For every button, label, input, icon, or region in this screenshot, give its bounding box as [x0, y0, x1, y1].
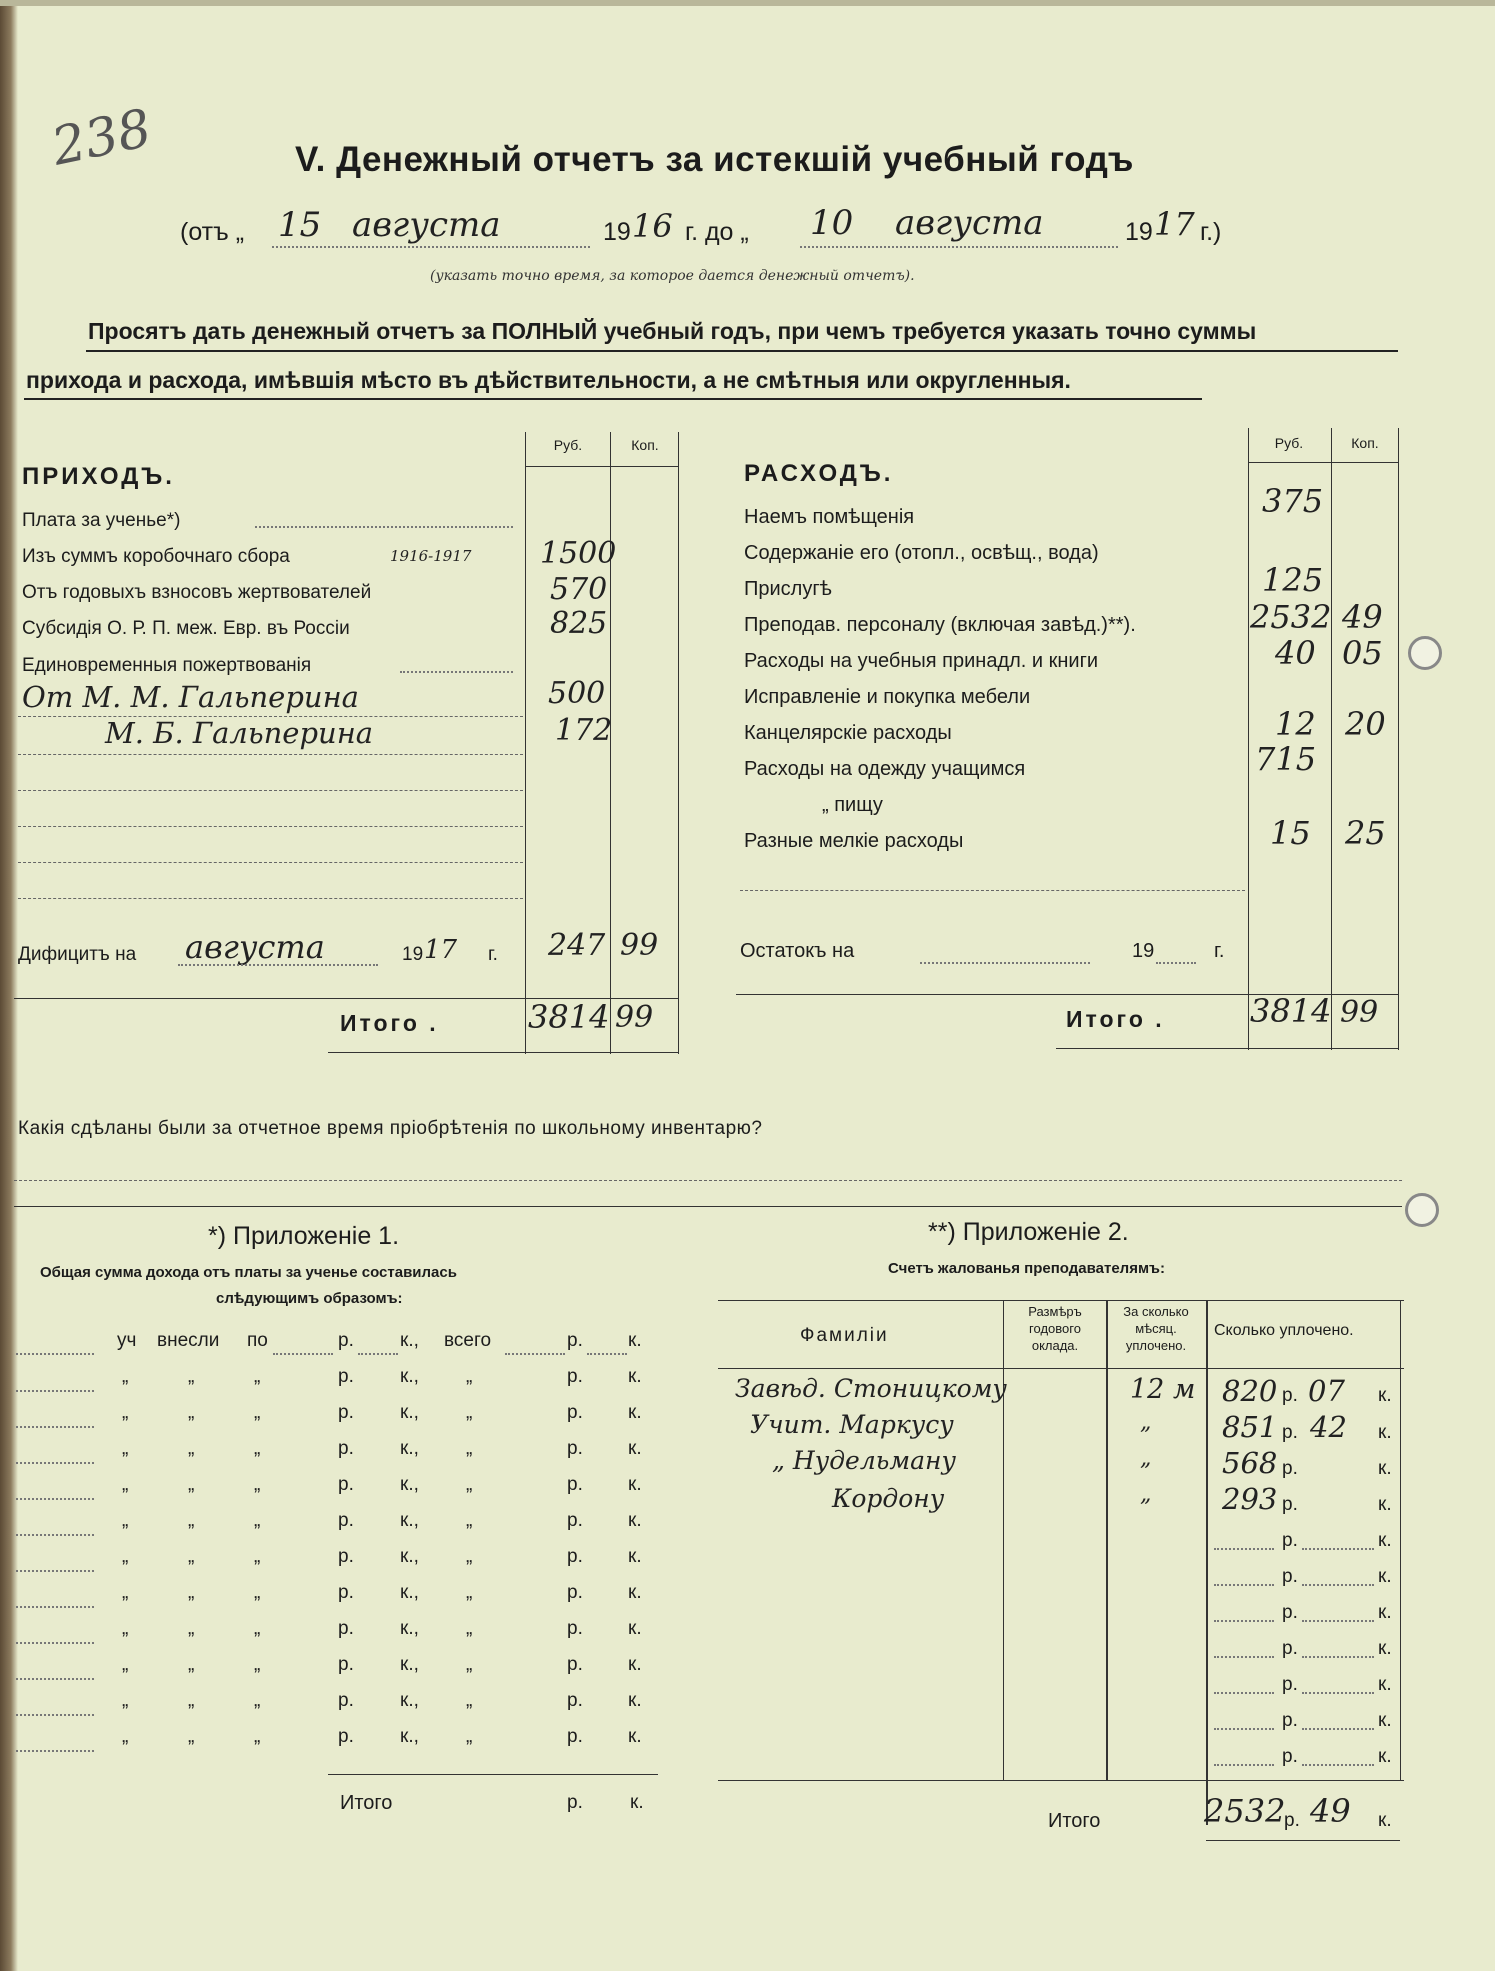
deficit-rub: 247: [548, 928, 606, 963]
teacher-name: Кордону: [832, 1484, 945, 1513]
salary-total-rub: 2532: [1204, 1792, 1286, 1830]
paid-kop: 07: [1308, 1374, 1345, 1408]
from-day: 15: [278, 205, 322, 245]
expense-total-kop: 99: [1340, 995, 1379, 1030]
request-line-1: Просятъ дать денежный отчетъ за ПОЛНЫЙ учебный годъ, при чемъ требуется указать точно суммы: [88, 318, 1257, 344]
expense-amount-rub: 40: [1275, 634, 1316, 672]
income-amount-rub: 172: [555, 713, 613, 748]
months-paid: „: [1140, 1482, 1152, 1507]
months-paid: „: [1140, 1410, 1152, 1435]
scanned-paper-edge: [0, 0, 18, 1971]
expense-amount-rub: 15: [1270, 814, 1311, 852]
expense-amount-kop: 05: [1342, 634, 1383, 672]
expense-amount-rub: 715: [1255, 740, 1317, 778]
teacher-name: Учит. Маркусу: [750, 1410, 954, 1439]
salary-total-kop: 49: [1310, 1792, 1351, 1830]
expense-col-kop: Коп.: [1351, 435, 1379, 451]
col-months: За сколько мѣсяц. уплочено.: [1123, 1304, 1189, 1353]
paid-rub: 851: [1222, 1410, 1278, 1444]
expense-heading: РАСХОДЪ.: [744, 460, 894, 487]
months-paid: 12 м: [1130, 1374, 1196, 1405]
scanned-paper-top-edge: [0, 0, 1495, 6]
inventory-question: Какія сдѣланы были за отчетное время пріобрѣтенія по школьному инвентарю?: [18, 1118, 763, 1139]
income-total-label: Итого .: [340, 1010, 439, 1036]
income-col-kop: Коп.: [631, 437, 659, 453]
income-amount-rub: 825: [550, 606, 608, 641]
income-total-kop: 99: [615, 1000, 654, 1035]
expense-amount-kop: 49: [1342, 598, 1383, 636]
expense-amount-kop: 20: [1345, 705, 1386, 743]
period-hint: (указать точно время, за которое дается денежный отчетъ).: [430, 268, 915, 284]
paid-rub: 820: [1222, 1374, 1278, 1408]
teacher-name: Завѣд. Стоницкому: [735, 1374, 1007, 1403]
expense-amount-rub: 125: [1262, 561, 1324, 599]
binder-hole-bottom: [1405, 1193, 1439, 1227]
to-month: августа: [895, 203, 1044, 243]
expense-total-rub: 3814: [1250, 992, 1332, 1030]
deficit-kop: 99: [620, 928, 659, 963]
income-amount-rub: 1500: [540, 536, 617, 571]
income-col-rub: Руб.: [553, 437, 583, 453]
col-salary: Размѣръ годового оклада.: [1028, 1304, 1082, 1353]
expense-col-rub: Руб.: [1274, 435, 1304, 451]
expense-amount-rub: 375: [1262, 482, 1324, 520]
document-page: 238 V. Денежный отчетъ за истекшій учебный годъ (отъ „ 15 августа 19 16 г. до „ 10 августа 19 17 г.) (указать точно время, за которое дается денежный отчетъ). Просятъ дать денежный отчетъ за ПОЛНЫЙ учебный годъ, при чемъ требуется указать точно суммы прихода и расхода, имѣвшія мѣсто въ дѣйствительности, а не смѣтныя или округленныя. ПРИХОДЪ. Руб. Коп. Плата за ученье*) Изъ суммъ коробочнаго сбора 1916-1917 1500 Отъ годовыхъ взносовъ жертвователей 570 Субсидія О. Р. П. меж. Евр. въ Россіи 825 Единовременныя пожертвованія От М. М. Гальперина 500 М. Б. Гальперина 172 Дифицитъ на августа 19 17 г. 247 99 Итого . 3814 99 РАСХОДЪ. Руб. Коп. Наемъ помѣщенія 375 Содержаніе его (отопл., освѣщ., вода) Прислугѣ 125 Преподав. персоналу (включая завѣд.)**). 2532 49 Расходы на учебныя принадл. и книги 40 05 Исправленіе и покупка мебели Канцелярскіе расходы 12 20 Расходы на одежду учащимся 715 „ пищу Разные мелкіе расходы 15 25 Остатокъ на 19 г. Итого . 3814 99 Какія сдѣланы были за отчетное время пріобрѣтенія по школьному инвентарю? *) Приложеніе 1. Общая сумма дохода отъ платы за ученье составилась слѣдующимъ образомъ: уч внесли по р. к., всего р. к. „ „ „ р. к., „ р. к. „ „ „ р. к., „ р. к. „ „ „ р. к., „ р. к. „ „ „ р. к., „ р. к. „ „ „ р. к., „ р. к. „ „ „ р. к., „ р. к. „ „ „ р. к., „ р. к. „ „ „ р. к., „ р. к. „ „ „ р. к., „ р. к. „ „ „ р. к., „ р. к. „ „ „ р. к., „ р. к. Итого р. к. **) Приложеніе 2. Счетъ жалованья преподавателямъ: Фамиліи Размѣръ годового оклада. За сколько мѣсяц. уплочено. Сколько уплочено. Завѣд. Стоницкому 12 м 820 р. 07 к. Учит. Маркусу „ 851 р. 42 к. „ Нудельману „ 568 р. к. Кордону „ 293 р. к. р. к. р. к. р. к. р. к. р. к. р. к. р. к. Итого 2532 р. 49 к.: [0, 0, 1495, 1971]
income-total-rub: 3814: [528, 998, 610, 1036]
appendix-2-title: **) Приложеніе 2.: [928, 1218, 1129, 1246]
teacher-name: „ Нудельману: [772, 1446, 956, 1475]
from-year: 16: [632, 207, 673, 245]
income-amount-rub: 500: [548, 676, 606, 711]
expense-total-label: Итого .: [1066, 1006, 1165, 1032]
income-heading: ПРИХОДЪ.: [22, 463, 175, 490]
deficit-month: августа: [185, 928, 325, 966]
col-paid: Сколько уплочено.: [1214, 1322, 1354, 1339]
appendix-1-title: *) Приложеніе 1.: [208, 1222, 400, 1250]
from-month: августа: [352, 205, 501, 245]
to-year: 17: [1154, 205, 1195, 243]
paid-kop: 42: [1310, 1410, 1347, 1444]
binder-hole-top: [1408, 636, 1442, 670]
paid-rub: 568: [1222, 1446, 1278, 1480]
expense-amount-kop: 25: [1345, 814, 1386, 852]
to-day: 10: [810, 203, 854, 243]
paid-rub: 293: [1222, 1482, 1278, 1516]
income-amount-rub: 570: [550, 572, 608, 607]
page-title: V. Денежный отчетъ за истекшій учебный годъ: [295, 140, 1134, 179]
archive-mark: 238: [46, 98, 157, 178]
request-line-2: прихода и расхода, имѣвшія мѣсто въ дѣйствительности, а не смѣтныя или округленныя.: [26, 367, 1071, 393]
expense-amount-rub: 12: [1275, 705, 1316, 743]
expense-amount-rub: 2532: [1250, 598, 1332, 636]
months-paid: „: [1140, 1446, 1152, 1471]
col-names: Фамиліи: [800, 1325, 889, 1346]
